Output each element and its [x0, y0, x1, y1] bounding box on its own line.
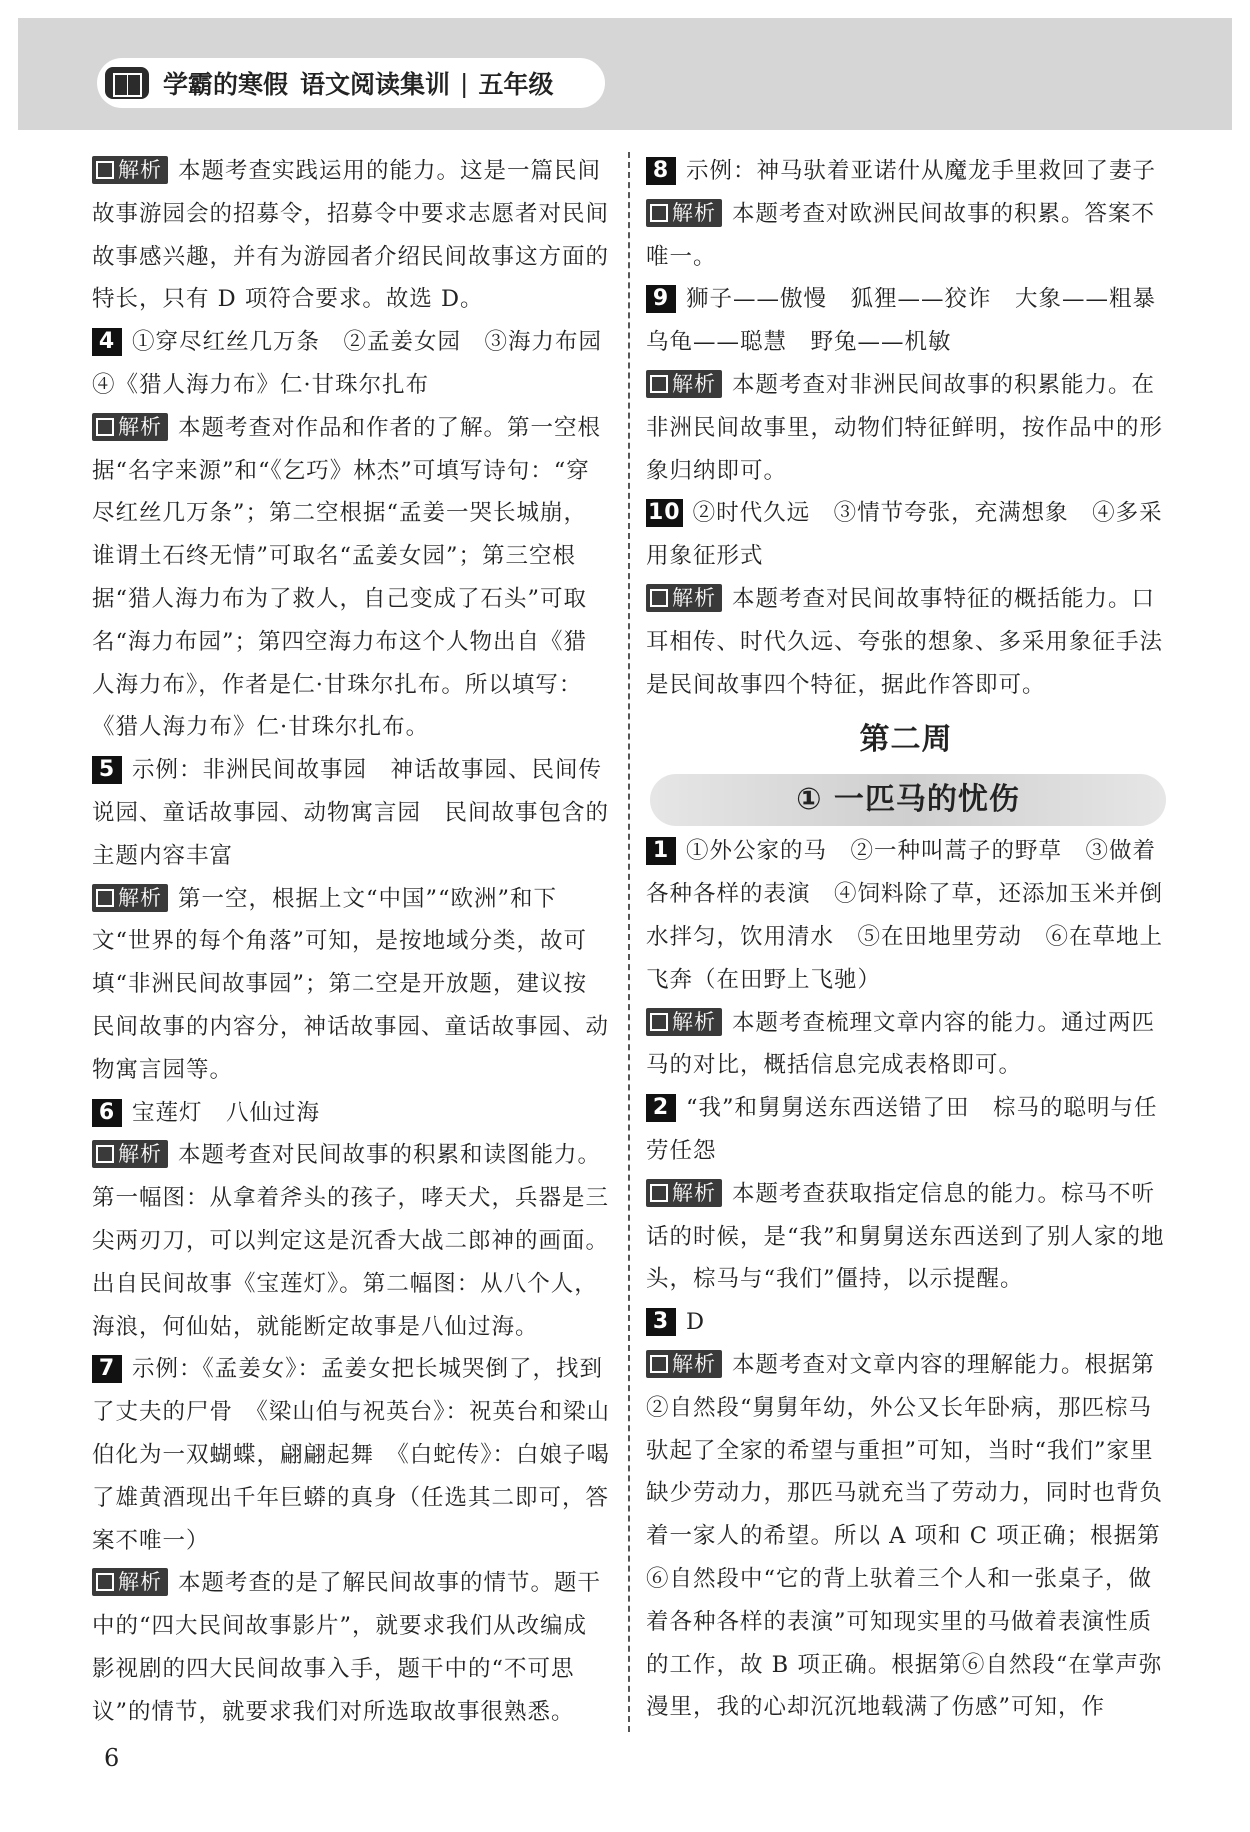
answer-item: [646, 150, 1166, 193]
answer-item: [92, 1348, 610, 1562]
analysis-label-text: 解析: [118, 1142, 162, 1167]
analysis-label: [92, 1140, 168, 1168]
item-text: 示例：神马驮着亚诺什从魔龙手里救回了妻子: [686, 158, 1157, 184]
item-text: 本题考查实践运用的能力。这是一篇民间故事游园会的招募令，招募令中要求志愿者对民间故事感兴趣，并有为游园者介绍民间故事这方面的特长，只有 D 项符合要求。故选 D。: [92, 158, 610, 313]
item-text: ①外公家的马 ②一种叫蒿子的野草 ③做着各种各样的表演 ④饲料除了草，还添加玉米并倒水拌匀，饮用清水 ⑤在田地里劳动 ⑥在草地上飞奔（在田野上飞驰）: [646, 838, 1164, 993]
check-icon: [96, 889, 114, 907]
answer-item: [646, 492, 1166, 578]
analysis-item: [92, 878, 610, 1092]
item-text: 本题考查对非洲民间故事的积累能力。在非洲民间故事里，动物们特征鲜明，按作品中的形象归纳即可。: [646, 371, 1164, 484]
analysis-label-text: 解析: [672, 371, 716, 396]
header-separator: |: [460, 68, 469, 98]
item-text: 本题考查对民间故事的积累和读图能力。第一幅图：从拿着斧头的孩子，哮天犬，兵器是三尖两刃刀，可以判定这是沉香大战二郎神的画面。出自民间故事《宝莲灯》。第二幅图：从八个人，海浪，何仙姑，就能断定故事是八仙过海。: [92, 1142, 610, 1340]
item-text: 本题考查对作品和作者的了解。第一空根据“名字来源”和“《乞巧》林杰”可填写诗句：“穿尽红丝几万条”；第二空根据“孟姜一哭长城崩，谁谓土石终无情”可取名“孟姜女园”；第三空根据“猎人海力布为了救人，自己变成了石头”可取名“海力布园”；第四空海力布这个人物出自《猎人海力布》，作者是仁·甘珠尔扎布。所以填写：《猎人海力布》仁·甘珠尔扎布。: [92, 414, 602, 741]
analysis-label: [646, 1350, 722, 1378]
analysis-label: [646, 1179, 722, 1207]
question-number: 9: [646, 285, 676, 313]
analysis-item: [646, 1002, 1166, 1088]
series-title: 语文阅读集训: [300, 70, 451, 99]
analysis-label-text: 解析: [118, 1570, 162, 1595]
analysis-item: [92, 407, 610, 749]
item-text: “我”和舅舅送东西送错了田 棕马的聪明与任劳任怨: [646, 1095, 1158, 1164]
analysis-label: [92, 413, 168, 441]
analysis-label-text: 解析: [672, 200, 716, 225]
grade-label: 五年级: [478, 70, 554, 99]
analysis-label: [646, 370, 722, 398]
lesson-title: ① 一匹马的忧伤: [650, 774, 1166, 826]
analysis-label-text: 解析: [672, 1009, 716, 1034]
book-header: [97, 58, 605, 108]
question-number: 4: [92, 328, 122, 356]
check-icon: [650, 589, 668, 607]
analysis-label-text: 解析: [672, 585, 716, 610]
analysis-item: [92, 1562, 610, 1733]
check-icon: [96, 1145, 114, 1163]
analysis-item: [646, 1344, 1166, 1729]
right-answers-week1: [646, 150, 1180, 706]
question-number: 10: [648, 500, 681, 526]
analysis-label: [646, 199, 722, 227]
analysis-label-text: 解析: [118, 414, 162, 439]
analysis-item: [92, 1134, 610, 1348]
item-text: 本题考查获取指定信息的能力。棕马不听话的时候，是“我”和舅舅送东西送到了别人家的地头，棕马与“我们”僵持，以示提醒。: [646, 1180, 1165, 1293]
item-text: ①穿尽红丝几万条 ②孟姜女园 ③海力布园 ④《猎人海力布》仁·甘珠尔扎布: [92, 329, 626, 398]
analysis-item: [646, 1173, 1166, 1301]
column-divider: [628, 152, 630, 1732]
item-text: 狮子——傲慢 狐狸——狡诈 大象——粗暴 乌龟——聪慧 野兔——机敏: [646, 286, 1180, 356]
analysis-item: [646, 193, 1166, 279]
item-text: 宝莲灯 八仙过海: [132, 1099, 321, 1126]
check-icon: [650, 1013, 668, 1031]
check-icon: [96, 418, 114, 436]
analysis-label: [646, 584, 722, 612]
answer-item: [92, 749, 610, 877]
analysis-label-text: 解析: [672, 1351, 716, 1376]
analysis-item: [646, 578, 1166, 706]
analysis-label: [92, 156, 168, 184]
item-text: 本题考查对欧洲民间故事的积累。答案不唯一。: [646, 200, 1156, 270]
check-icon: [650, 1184, 668, 1202]
analysis-label: [92, 884, 168, 912]
question-number: 1: [646, 837, 676, 865]
analysis-label-text: 解析: [118, 885, 162, 910]
item-text: 本题考查对民间故事特征的概括能力。口耳相传、时代久远、夸张的想象、多采用象征手法是民间故事四个特征，据此作答即可。: [646, 585, 1164, 698]
item-text: D: [686, 1309, 706, 1336]
week-title: 第二周: [859, 722, 953, 758]
right-answers-week2: [646, 830, 1166, 1729]
analysis-label-text: 解析: [672, 1180, 716, 1205]
left-column: [92, 150, 626, 1733]
check-icon: [96, 1573, 114, 1591]
item-text: 本题考查梳理文章内容的能力。通过两匹马的对比，概括信息完成表格即可。: [646, 1009, 1156, 1079]
right-column: [646, 150, 1180, 1729]
item-text: 第一空，根据上文“中国”“欧洲”和下文“世界的每个角落”可知，是按地域分类，故可填“非洲民间故事园”；第二空是开放题，建议按民间故事的内容分，神话故事园、童话故事园、动物寓言园等。: [92, 885, 610, 1083]
check-icon: [650, 204, 668, 222]
check-icon: [96, 161, 114, 179]
answer-item: [92, 321, 626, 407]
analysis-label: [646, 1008, 722, 1036]
book-icon: [105, 67, 149, 99]
answer-item: [646, 278, 1180, 364]
question-number: 2: [646, 1094, 676, 1122]
answer-item: [646, 830, 1166, 1001]
item-text: 本题考查对文章内容的理解能力。根据第②自然段“舅舅年幼，外公又长年卧病，那匹棕马驮起了全家的希望与重担”可知，当时“我们”家里缺少劳动力，那匹马就充当了劳动力，同时也背负着一家人的希望。所以 A 项和 C 项正确；根据第⑥自然段中“它的背上驮着三个人和一张桌子，做着各种各样的表演”可知现实里的马做着表演性质的工作，故 B 项正确。根据第⑥自然段“在掌声弥漫里，我的心却沉沉地载满了伤感”可知，作: [646, 1351, 1164, 1721]
answer-item: [646, 1087, 1166, 1173]
item-text: ②时代久远 ③情节夸张，充满想象 ④多采用象征形式: [646, 500, 1163, 570]
answer-item: [92, 1092, 610, 1135]
question-number: 5: [92, 756, 122, 784]
item-text: 本题考查的是了解民间故事的情节。题干中的“四大民间故事影片”，就要求我们从改编成影视剧的四大民间故事入手，题干中的“不可思议”的情节，就要求我们对所选取故事很熟悉。: [92, 1570, 602, 1725]
question-number: 3: [646, 1308, 676, 1336]
item-text: 示例：《孟姜女》：孟姜女把长城哭倒了，找到了丈夫的尸骨 《梁山伯与祝英台》：祝英台和梁山伯化为一双蝴蝶，翩翩起舞 《白蛇传》：白娘子喝了雄黄酒现出千年巨蟒的真身（任选其二即可，答案不唯一）: [92, 1356, 611, 1554]
check-icon: [650, 1355, 668, 1373]
question-number: 8: [646, 157, 676, 185]
page-number: 6: [104, 1744, 120, 1772]
analysis-item: [646, 364, 1166, 492]
analysis-label-text: 解析: [118, 158, 162, 182]
answer-item: [646, 1301, 1166, 1344]
analysis-item: [92, 150, 610, 321]
check-icon: [650, 375, 668, 393]
question-number: 6: [92, 1099, 122, 1127]
book-title: 学霸的寒假: [163, 70, 289, 99]
question-number: 7: [92, 1355, 122, 1383]
analysis-label: [92, 1568, 168, 1596]
item-text: 示例：非洲民间故事园 神话故事园、民间传说园、童话故事园、动物寓言园 民间故事包含的主题内容丰富: [92, 757, 610, 869]
